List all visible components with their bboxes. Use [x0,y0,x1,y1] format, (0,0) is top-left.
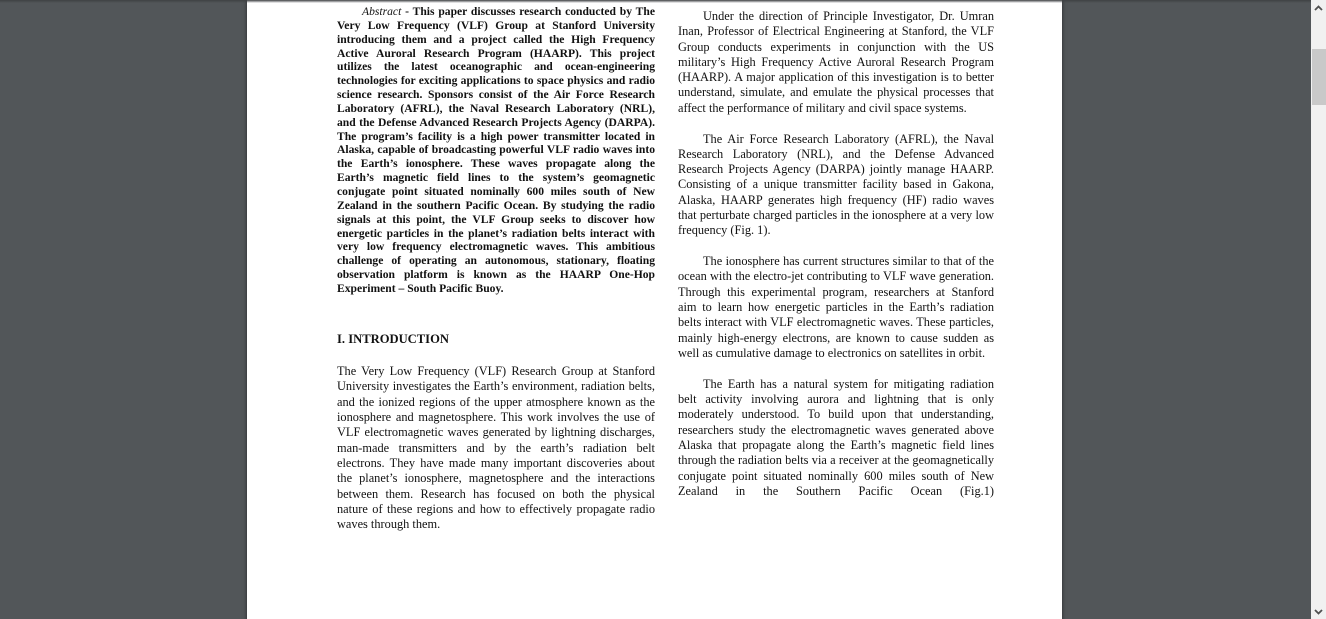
abstract [337,5,655,296]
scroll-up-button[interactable] [1311,0,1326,15]
abstract-label: Abstract [362,5,402,18]
left-column [337,5,655,533]
paragraph-ionosphere: The ionosphere has current structures similar to that of the ocean with the electro-jet contributing to VLF wave generation. Through this experimental program, researchers at Stanford aim to learn how energetic particles in the Earth’s radiation belts interact with VLF electromagnetic waves. These particles, mainly high-energy electrons, are known to cause sudden as well as cumulative damage to electronics on satellites in orbit. [678,254,994,360]
vertical-scrollbar[interactable] [1311,0,1326,619]
chevron-up-icon [1314,5,1323,11]
scrollbar-thumb[interactable] [1312,49,1326,105]
right-column [678,5,994,515]
paragraph-haarp-management: The Air Force Research Laboratory (AFRL), the Naval Research Laboratory (NRL), and the Defense Advanced Research Projects Agency (DARPA) jointly manage HAARP. Consisting of a unique transmitter facility based in Gakona, Alaska, HAARP generates high frequency (HF) radio waves that perturbate charged particles in the ionosphere at a very low frequency (Fig. 1). [678,131,994,238]
section-heading-introduction: I. INTRODUCTION [337,331,449,346]
paragraph-natural-system: The Earth has a natural system for mitigating radiation belt activity involving aurora and lightning that is only moderately understood. To build upon that understanding, researchers study the electromagnetic waves generated above Alaska that propagate along the Earth’s magnetic field lines through the radiation belts via a receiver at the geomagnetically conjugate point situated nominally 600 miles south of New Zealand in the Southern Pacific Ocean (Fig.1) [678,376,994,498]
paragraph-principal-investigator: Under the direction of Principle Investigator, Dr. Umran Inan, Professor of Electrical Engineering at Stanford, the VLF Group conducts experiments in conjunction with the US military’s High Frequency Active Auroral Research Program (HAARP). A major application of this investigation is to better understand, simulate, and emulate the physical processes that affect the performance of military and civil space systems. [678,9,994,115]
toolbar-shadow [0,0,1311,3]
abstract-text: - This paper discusses research conducted by The Very Low Frequency (VLF) Group at Stanford University introducing them and a project called the High Frequency Active Auroral Research Program (HAARP). This project utilizes the latest oceanographic and ocean-engineering technologies for exciting applications to space physics and radio science research. Sponsors consist of the Air Force Research Laboratory (AFRL), the Naval Research Laboratory (NRL), and the Defense Advanced Research Projects Agency (DARPA). The program’s facility is a high power transmitter located in Alaska, capable of broadcasting powerful VLF radio waves into the Earth’s ionosphere. These waves propagate along the Earth’s magnetic field lines to the system’s geomagnetic conjugate point situated nominally 600 miles south of New Zealand in the southern Pacific Ocean. By studying the radio signals at this point, the VLF Group seeks to discover how energetic particles in the planet’s radiation belts interact with very low frequency electromagnetic waves. This ambitious challenge of operating an autonomous, stationary, floating observation platform is known as the HAARP One-Hop Experiment – South Pacific Buoy. [337,5,655,295]
introduction-paragraph: The Very Low Frequency (VLF) Research Group at Stanford University investigates the Earth’s environment, radiation belts, and the ionized regions of the upper atmosphere known as the ionosphere and magnetosphere. This work involves the use of VLF electromagnetic waves generated by lightning discharges, man-made transmitters and by the earth’s radiation belt electrons. They have made many important discoveries about the planet’s ionosphere, magnetosphere and the interactions between them. Research has focused on both the physical nature of these regions and how to effectively propagate radio waves through them. [337,364,655,532]
pdf-page [247,0,1062,619]
chevron-down-icon [1314,609,1323,615]
scroll-down-button[interactable] [1311,604,1326,619]
